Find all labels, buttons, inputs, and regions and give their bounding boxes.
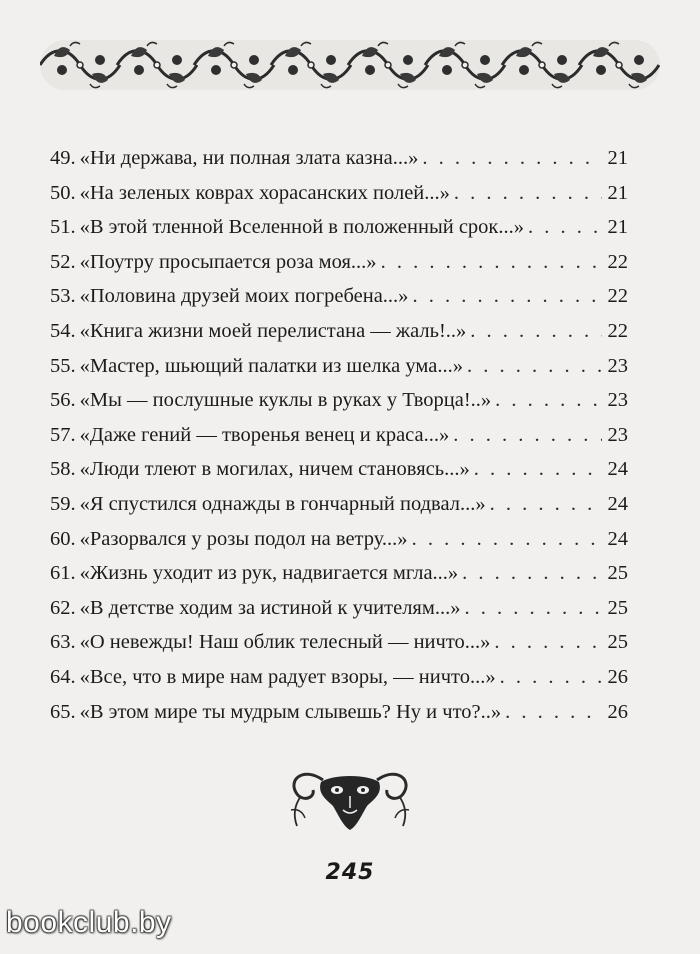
- entry-number: 62.: [50, 596, 76, 619]
- dot-leader: [495, 383, 602, 418]
- entry-page: 25: [607, 562, 628, 585]
- entry-title: «В детстве ходим за истиной к учителям...»: [79, 596, 461, 619]
- entry-page: 21: [607, 181, 628, 204]
- dot-leader: [490, 487, 602, 522]
- entry-page: 21: [607, 147, 628, 169]
- entry-number: 50.: [50, 181, 76, 204]
- dot-leader: [505, 695, 602, 730]
- entry-title: «Мастер, шьющий палатки из шелка ума...»: [79, 354, 463, 377]
- entry-number: 64.: [50, 665, 76, 688]
- entry-page: 22: [607, 250, 628, 273]
- entry-number: 51.: [50, 216, 76, 239]
- entry-page: 26: [607, 700, 628, 723]
- toc-entry: [50, 141, 628, 176]
- toc-entry: [50, 210, 628, 245]
- toc-entry: [50, 314, 628, 349]
- entry-title: «Книга жизни моей перелистана — жаль!..»: [79, 319, 467, 342]
- entry-title: «Все, что в мире нам радует взоры, — ничто...»: [79, 665, 496, 688]
- entry-number: 56.: [50, 389, 76, 412]
- dot-leader: [453, 418, 602, 453]
- toc-entry: [50, 279, 628, 314]
- toc-entry: [50, 556, 628, 591]
- dot-leader: [462, 556, 602, 591]
- entry-page: 24: [607, 492, 628, 515]
- entry-page: 23: [607, 354, 628, 377]
- toc-entry: [50, 349, 628, 384]
- dot-leader: [494, 625, 602, 660]
- entry-title: «Люди тлеют в могилах, ничем становясь...»: [79, 458, 470, 481]
- entry-number: 53.: [50, 285, 76, 308]
- entry-number: 61.: [50, 562, 76, 585]
- toc-entry: [50, 591, 628, 626]
- dot-leader: [470, 314, 602, 349]
- entry-page: 23: [607, 389, 628, 412]
- entry-number: 58.: [50, 458, 76, 481]
- entry-page: 26: [607, 665, 628, 688]
- entry-number: 60.: [50, 527, 76, 550]
- entry-number: 49.: [50, 147, 76, 169]
- ram-head-emblem-icon: [283, 766, 417, 832]
- dot-leader: [500, 660, 602, 695]
- site-watermark: bookclub.by: [6, 906, 172, 939]
- dot-leader: [412, 522, 602, 557]
- dot-leader: [381, 245, 602, 280]
- entry-title: «Жизнь уходит из рук, надвигается мгла...»: [79, 562, 459, 585]
- entry-number: 59.: [50, 492, 76, 515]
- entry-page: 24: [607, 527, 628, 550]
- toc-entry: [50, 383, 628, 418]
- toc-entry: [50, 176, 628, 211]
- entry-number: 57.: [50, 423, 76, 446]
- toc-entry: [50, 695, 628, 730]
- entry-title: «Даже гений — творенья венец и краса...»: [79, 423, 450, 446]
- dot-leader: [464, 591, 602, 626]
- entry-page: 25: [607, 596, 628, 619]
- toc-entry: [50, 522, 628, 557]
- vine-ornament-border: [40, 38, 660, 92]
- dot-leader: [454, 176, 602, 211]
- entry-page: 23: [607, 423, 628, 446]
- toc-entry: [50, 418, 628, 453]
- toc-entry: [50, 245, 628, 280]
- toc-entry: [50, 625, 628, 660]
- dot-leader: [422, 141, 602, 176]
- entry-title: «На зеленых коврах хорасанских полей...»: [79, 181, 450, 204]
- toc-entry: [50, 452, 628, 487]
- entry-page: 22: [607, 319, 628, 342]
- entry-title: «Поутру просыпается роза моя...»: [79, 250, 377, 273]
- toc-entry: [50, 487, 628, 522]
- dot-leader: [474, 452, 602, 487]
- entry-title: «Я спустился однажды в гончарный подвал...»: [79, 492, 486, 515]
- entry-number: 54.: [50, 319, 76, 342]
- entry-page: 21: [607, 216, 628, 239]
- dot-leader: [412, 279, 602, 314]
- toc-entry: [50, 660, 628, 695]
- table-of-contents: [50, 141, 628, 729]
- entry-number: 65.: [50, 700, 76, 723]
- entry-page: 24: [607, 458, 628, 481]
- entry-number: 52.: [50, 250, 76, 273]
- entry-title: «О невежды! Наш облик телесный — ничто...»: [79, 631, 491, 654]
- entry-title: «Мы — послушные куклы в руках у Творца!..»: [79, 389, 492, 412]
- entry-title: «Разорвался у розы подол на ветру...»: [79, 527, 408, 550]
- entry-title: «Ни держава, ни полная злата казна...»: [79, 147, 419, 169]
- page-number: 245: [325, 860, 375, 885]
- entry-page: 22: [607, 285, 628, 308]
- entry-page: 25: [607, 631, 628, 654]
- entry-title: «В этом мире ты мудрым слывешь? Ну и что?..»: [79, 700, 502, 723]
- entry-title: «В этой тленной Вселенной в положенный срок...»: [79, 216, 525, 239]
- dot-leader: [467, 349, 602, 384]
- entry-title: «Половина друзей моих погребена...»: [79, 285, 409, 308]
- dot-leader: [528, 210, 602, 245]
- entry-number: 63.: [50, 631, 76, 654]
- entry-number: 55.: [50, 354, 76, 377]
